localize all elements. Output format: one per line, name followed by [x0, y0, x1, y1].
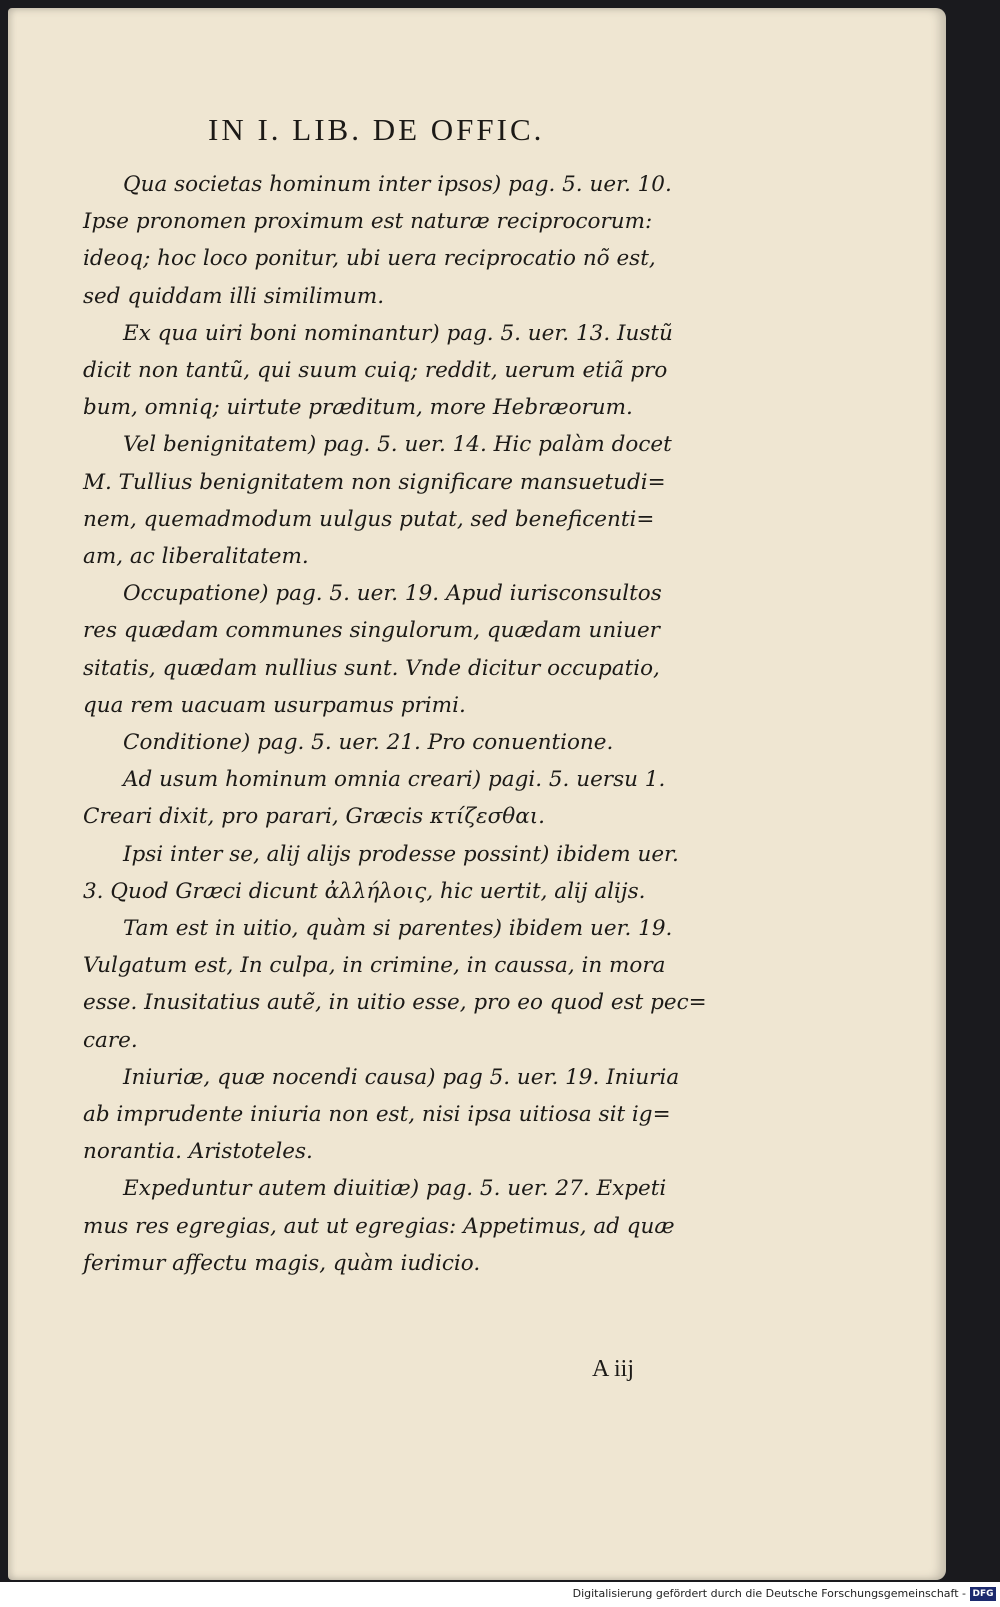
text-line: norantia. Aristoteles. [83, 1139, 313, 1165]
text-line: ideoq; hoc loco ponitur, ubi uera reciprocatio nõ est, [83, 246, 656, 272]
text-line: sitatis, quædam nullius sunt. Vnde dicitur occupatio, [83, 655, 660, 681]
funding-note: Digitalisierung gefördert durch die Deutsche Forschungsgemeinschaft - [572, 1587, 966, 1600]
text-line: Qua societas hominum inter ipsos) pag. 5. uer. 10. [123, 172, 672, 197]
text-line: Conditione) pag. 5. uer. 21. Pro conuentione. [123, 730, 614, 756]
signature-mark: A iij [592, 1356, 635, 1382]
text-line: Ipse pronomen proximum est naturæ reciprocorum: [83, 209, 653, 235]
text-line: sed quiddam illi similimum. [83, 283, 385, 309]
text-line: Tam est in uitio, quàm si parentes) ibidem uer. 19. [123, 916, 673, 942]
text-line: ferimur affectu magis, quàm iudicio. [83, 1250, 481, 1276]
text-line: am, ac liberalitatem. [83, 544, 309, 570]
text-line: Ipsi inter se, alij alijs prodesse possint) ibidem uer. [123, 841, 679, 867]
text-line: nem, quemadmodum uulgus putat, sed beneficenti= [83, 506, 655, 532]
text-line: Ex qua uiri boni nominantur) pag. 5. uer. 13. Iustũ [123, 320, 673, 346]
text-line: mus res egregias, aut ut egregias: Appetimus, ad quæ [83, 1213, 675, 1239]
dfg-logo-icon: DFG [970, 1587, 996, 1601]
text-line: ab imprudente iniuria non est, nisi ipsa uitiosa sit ig= [83, 1102, 671, 1128]
text-line: Ad usum hominum omnia creari) pagi. 5. uersu 1. [123, 767, 666, 793]
text-line: Expeduntur autem diuitiæ) pag. 5. uer. 27. Expeti [123, 1176, 667, 1202]
commentary-text [83, 166, 713, 1282]
text-line: Occupatione) pag. 5. uer. 19. Apud iurisconsultos [123, 581, 662, 607]
text-line: 3. Quod Græci dicunt ἀλλήλοις, hic uertit, alij alijs. [83, 878, 646, 904]
text-line: Creari dixit, pro parari, Græcis κτίζεσθαι. [83, 804, 545, 830]
text-line: esse. Inusitatius autẽ, in uitio esse, pro eo quod est pec= [83, 990, 707, 1016]
footer-bar [0, 1582, 1000, 1607]
running-head: IN I. LIB. DE OFFIC. [208, 112, 545, 147]
text-line: dicit non tantũ, qui suum cuiq; reddit, uerum etiã pro [83, 358, 668, 384]
text-line: care. [83, 1027, 138, 1053]
book-page [8, 8, 946, 1580]
text-line: qua rem uacuam usurpamus primi. [83, 692, 466, 718]
text-line: bum, omniq; uirtute præditum, more Hebræorum. [83, 395, 633, 421]
text-line: M. Tullius benignitatem non significare mansuetudi= [83, 469, 666, 495]
text-line: Vulgatum est, In culpa, in crimine, in caussa, in mora [83, 953, 666, 979]
text-line: res quædam communes singulorum, quædam uniuer [83, 618, 660, 644]
text-line: Iniuriæ, quæ nocendi causa) pag 5. uer. 19. Iniuria [123, 1064, 680, 1090]
text-line: Vel benignitatem) pag. 5. uer. 14. Hic palàm docet [123, 432, 672, 458]
